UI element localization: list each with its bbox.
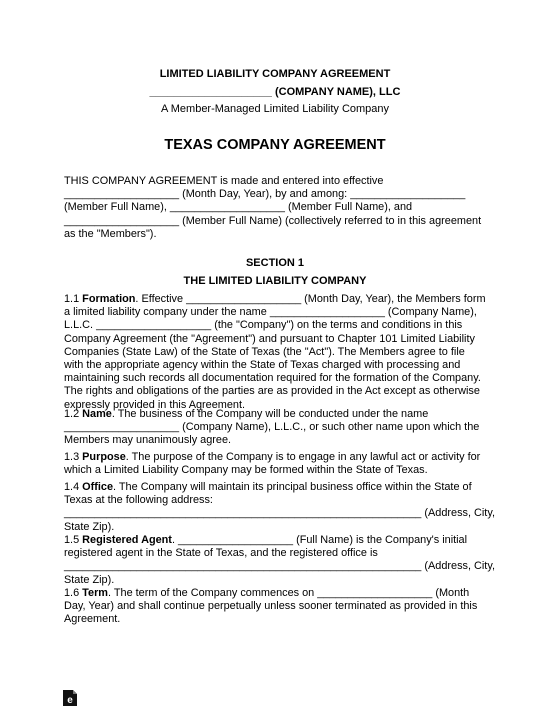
clause-number: 1.3 bbox=[64, 451, 83, 463]
section-number: SECTION 1 bbox=[245, 257, 305, 269]
section-title: THE LIMITED LIABILITY COMPANY bbox=[183, 275, 367, 287]
intro-line: (Member Full Name), ___________________ (Member Full Name), and bbox=[64, 201, 413, 214]
clause-text: . The business of the Company will be conducted under the name bbox=[111, 408, 429, 420]
clause-text: . ___________________ (Full Name) is the Company's initial bbox=[171, 534, 468, 546]
clause-formation bbox=[64, 293, 489, 412]
clause-line: L.L.C. ___________________ (the "Company") on the terms and conditions in this bbox=[64, 319, 463, 332]
clause-heading: Office bbox=[82, 481, 114, 493]
intro-line: as the "Members"). bbox=[64, 227, 157, 240]
svg-text:e: e bbox=[67, 695, 73, 706]
clause-term bbox=[64, 587, 489, 627]
agreement-heading: LIMITED LIABILITY COMPANY AGREEMENT bbox=[159, 68, 391, 80]
clause-line: ___________________________________________________________ (Address, City, bbox=[64, 507, 495, 520]
agreement-subtitle: A Member-Managed Limited Liability Company bbox=[160, 103, 390, 115]
clause-purpose bbox=[64, 451, 489, 477]
clause-line: The rights and obligations of the parties are as provided in the Act except as otherwise bbox=[64, 385, 480, 398]
document-title: TEXAS COMPANY AGREEMENT bbox=[164, 137, 386, 153]
clause-number: 1.6 bbox=[64, 587, 83, 599]
clause-line: Companies (State Law) of the State of Texas (the "Act"). The Members agree to file bbox=[64, 345, 465, 358]
intro-line: THIS COMPANY AGREEMENT is made and entered into effective bbox=[64, 175, 384, 187]
company-name-line: ____________________ (COMPANY NAME), LLC bbox=[149, 86, 401, 98]
intro-line: ___________________ (Member Full Name) (collectively referred to in this agreement bbox=[64, 214, 482, 227]
clause-line: State Zip). bbox=[64, 573, 115, 586]
clause-line: Company Agreement (the "Agreement") and pursuant to Chapter 101 Limited Liability bbox=[64, 332, 475, 345]
clause-line: which a Limited Liability Company may be formed within the State of Texas. bbox=[64, 464, 428, 477]
clause-heading: Term bbox=[82, 587, 108, 599]
clause-text: . Effective ___________________ (Month Day, Year), the Members form bbox=[135, 293, 486, 305]
clause-line: with the appropriate agency within the State of Texas charged with processing and bbox=[64, 359, 461, 372]
clause-line: State Zip). bbox=[64, 520, 115, 533]
clause-line: maintaining such records all documentation required for the formation of the Company. bbox=[64, 372, 481, 385]
clause-line: registered agent in the State of Texas, and the registered office is bbox=[64, 547, 378, 560]
clause-heading: Formation bbox=[82, 293, 136, 305]
clause-number: 1.5 bbox=[64, 534, 83, 546]
clause-number: 1.4 bbox=[64, 481, 83, 493]
clause-number: 1.1 bbox=[64, 293, 83, 305]
clause-office bbox=[64, 481, 495, 534]
intro-paragraph bbox=[64, 175, 489, 241]
eforms-logo-icon bbox=[62, 689, 78, 707]
clause-registered-agent bbox=[64, 534, 495, 587]
clause-line: Members may unanimously agree. bbox=[64, 434, 232, 447]
intro-line: ___________________ (Month Day, Year), by and among: ___________________ bbox=[64, 188, 466, 201]
clause-text: . The Company will maintain its principal business office within the State of bbox=[113, 481, 472, 493]
clause-line: a limited liability company under the name ___________________ (Company Name), bbox=[64, 306, 477, 319]
clause-line: Texas at the following address: bbox=[64, 494, 213, 507]
clause-line: expressly provided in this Agreement. bbox=[64, 398, 245, 411]
clause-name bbox=[64, 408, 489, 448]
clause-text: . The term of the Company commences on ___________________ (Month bbox=[108, 587, 470, 599]
clause-number: 1.2 bbox=[64, 408, 83, 420]
clause-line: Day, Year) and shall continue perpetually unless sooner terminated as provided in this bbox=[64, 600, 478, 613]
clause-line: ___________________ (Company Name), L.L.C., or such other name upon which the bbox=[64, 421, 480, 434]
clause-heading: Registered Agent bbox=[82, 534, 172, 546]
clause-text: . The purpose of the Company is to engage in any lawful act or activity for bbox=[125, 451, 481, 463]
clause-heading: Name bbox=[82, 408, 112, 420]
clause-line: Agreement. bbox=[64, 613, 121, 626]
clause-line: ___________________________________________________________ (Address, City, bbox=[64, 560, 495, 573]
clause-heading: Purpose bbox=[82, 451, 126, 463]
